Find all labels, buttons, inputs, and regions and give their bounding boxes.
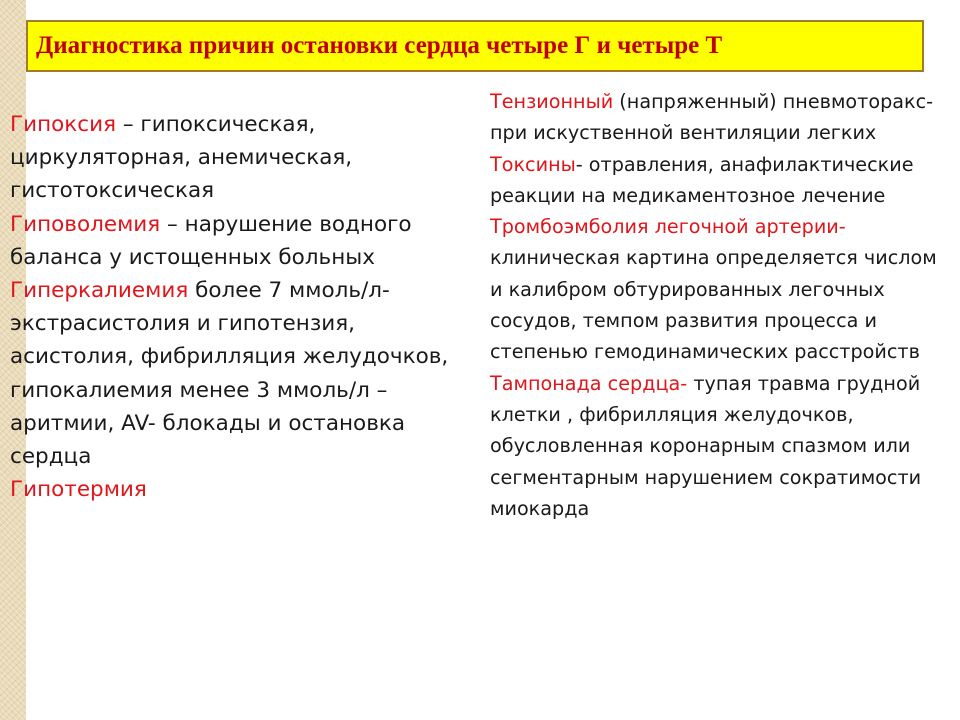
item-hyperkalemia [10, 274, 455, 473]
term-hypovolemia: Гиповолемия [10, 211, 161, 237]
term-embolism: Тромбоэмболия легочной артерии- [490, 215, 846, 239]
term-tamponade: Тампонада сердца- [490, 371, 688, 395]
item-hypothermia [10, 473, 455, 506]
term-hypothermia: Гипотермия [10, 477, 147, 503]
item-tension-pneumothorax [490, 86, 955, 149]
term-hyperkalemia: Гиперкалиемия [10, 278, 189, 304]
desc-hypovolemia: – нарушение водного баланса у истощенных больных [10, 211, 412, 270]
term-toxins: Токсины [490, 152, 576, 176]
desc-hyperkalemia: более 7 ммоль/л- экстрасистолия и гипотензия, асистолия, фибрилляция желудочков, гипокалиемия менее 3 ммоль/л – аритмии, AV- блокады и остановка сердца [10, 278, 449, 470]
title-banner [26, 20, 924, 72]
desc-toxins: - отравления, анафилактические реакции на медикаментозное лечение [490, 152, 914, 207]
item-hypoxia [10, 108, 455, 208]
term-hypoxia: Гипоксия [10, 112, 117, 137]
left-column-four-g [10, 108, 455, 506]
item-hypovolemia [10, 208, 455, 274]
desc-tension: (напряженный) пневмоторакс-при искуственной вентиляции легких [490, 90, 934, 145]
desc-tamponade: тупая травма грудной клетки , фибрилляция желудочков, обусловленная коронарным спазмом или сегментарным нарушением сократимости миокарда [490, 371, 922, 520]
item-cardiac-tamponade [490, 368, 955, 524]
desc-hypoxia: – гипоксическая, циркуляторная, анемическая, гистотоксическая [10, 112, 353, 204]
right-column-four-t [490, 86, 955, 524]
item-pulmonary-embolism [490, 211, 955, 367]
desc-embolism: клиническая картина определяется числом и калибром обтурированных легочных сосудов, темпом развития процесса и степенью гемодинамических расстройств [490, 246, 937, 364]
item-toxins [490, 149, 955, 212]
slide-title: Диагностика причин остановки сердца четыре Г и четыре Т [36, 32, 723, 59]
term-tension: Тензионный [490, 90, 614, 113]
